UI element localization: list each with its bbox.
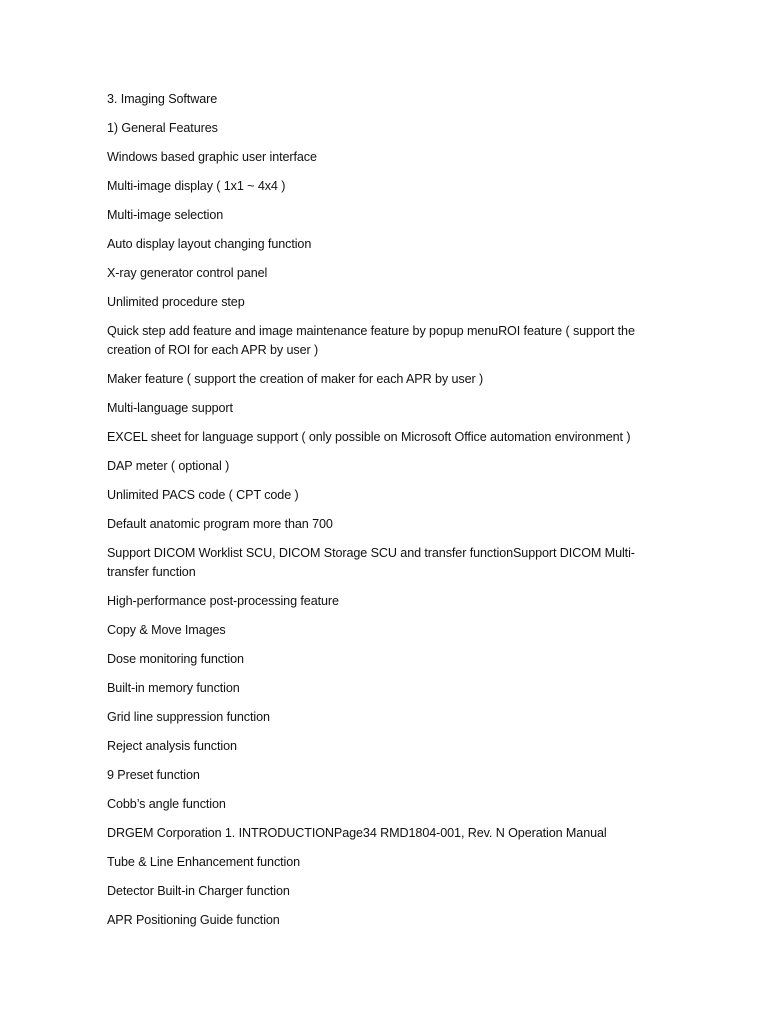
feature-line: High-performance post-processing feature	[107, 593, 339, 608]
feature-line: EXCEL sheet for language support ( only possible on Microsoft Office automation environment )	[107, 429, 631, 444]
feature-line: Maker feature ( support the creation of maker for each APR by user )	[107, 371, 484, 386]
feature-line: Multi-language support	[107, 400, 233, 415]
feature-line: Multi-image selection	[107, 208, 224, 222]
feature-line: Tube & Line Enhancement function	[107, 854, 301, 869]
feature-line: Default anatomic program more than 700	[107, 516, 333, 531]
feature-line: APR Positioning Guide function	[107, 912, 280, 927]
feature-line: Cobb’s angle function	[107, 796, 226, 811]
feature-line: Copy & Move Images	[107, 622, 226, 637]
feature-line: X-ray generator control panel	[107, 266, 268, 280]
feature-line: Unlimited PACS code ( CPT code )	[107, 487, 299, 502]
section-heading: 3. Imaging Software	[107, 92, 218, 106]
feature-line: Windows based graphic user interface	[107, 150, 317, 164]
feature-line: DAP meter ( optional )	[107, 458, 230, 473]
feature-line: Detector Built-in Charger function	[107, 883, 290, 898]
page-footer-line: DRGEM Corporation 1. INTRODUCTIONPage34 RMD1804-001, Rev. N Operation Manual	[107, 825, 607, 840]
feature-line: Quick step add feature and image maintenance feature by popup menuROI feature ( support the creation of ROI for each APR by user )	[107, 324, 635, 357]
feature-line: Multi-image display ( 1x1 ~ 4x4 )	[107, 179, 286, 193]
feature-line: Support DICOM Worklist SCU, DICOM Storage SCU and transfer functionSupport DICOM Multi-transfer function	[107, 545, 635, 579]
feature-line: Unlimited procedure step	[107, 295, 245, 309]
feature-line: Dose monitoring function	[107, 651, 244, 666]
subsection-heading: 1) General Features	[107, 121, 218, 135]
feature-line: Auto display layout changing function	[107, 237, 312, 251]
feature-line: Grid line suppression function	[107, 709, 270, 724]
feature-line: Built-in memory function	[107, 680, 240, 695]
document-page	[107, 90, 667, 940]
feature-line: Reject analysis function	[107, 738, 237, 753]
feature-line: 9 Preset function	[107, 767, 200, 782]
